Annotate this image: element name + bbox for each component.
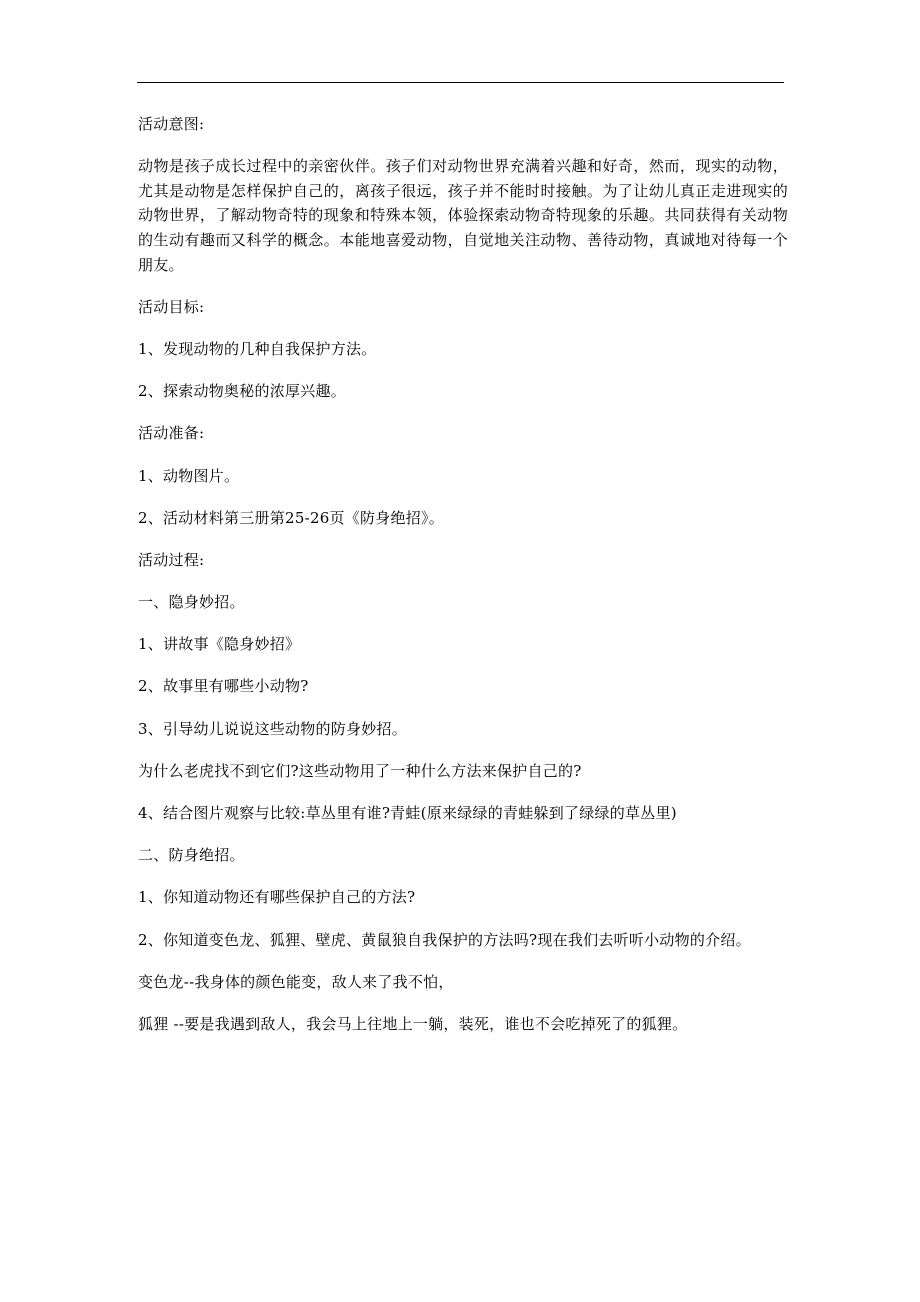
process-section-2-title: 二、防身绝招。 [138,846,245,865]
heading-activity-goals: 活动目标: [138,297,205,316]
process-section-2-step-1: 1、你知道动物还有哪些保护自己的方法? [138,888,416,907]
process-step-1: 1、讲故事《隐身妙招》 [138,635,301,654]
goal-item-2: 2、探索动物奥秘的浓厚兴趣。 [138,382,347,401]
preparation-item-1: 1、动物图片。 [138,466,240,485]
heading-activity-process: 活动过程: [138,550,205,569]
heading-activity-preparation: 活动准备: [138,424,205,443]
process-step-3: 3、引导幼儿说说这些动物的防身妙招。 [138,719,408,738]
heading-activity-intent: 活动意图: [138,115,205,133]
header-rule [137,82,784,83]
process-step-4: 4、结合图片观察与比较:草丛里有谁?青蛙(原来绿绿的青蛙躲到了绿绿的草丛里) [138,804,677,822]
document-body [138,112,788,1054]
process-section-2-step-2: 2、你知道变色龙、狐狸、壁虎、黄鼠狼自我保护的方法吗?现在我们去听听小动物的介绍。 [138,930,751,949]
process-step-2: 2、故事里有哪些小动物? [138,677,309,696]
intent-paragraph: 动物是孩子成长过程中的亲密伙伴。孩子们对动物世界充满着兴趣和好奇，然而，现实的动物，尤其是动物是怎样保护自己的，离孩子很远，孩子并不能时时接触。为了让幼儿真正走进现实的动物世界，了解动物奇特的现象和特殊本领，体验探索动物奇特现象的乐趣。共同获得有关动物的生动有趣而又科学的概念。本能地喜爱动物，自觉地关注动物、善待动物，真诚地对待每一个朋友。 [138,157,788,274]
fox-line: 狐狸 --要是我遇到敌人，我会马上往地上一躺，装死，谁也不会吃掉死了的狐狸。 [138,1014,688,1033]
preparation-item-2: 2、活动材料第三册第25-26页《防身绝招》。 [138,508,445,527]
chameleon-line: 变色龙--我身体的颜色能变，敌人来了我不怕， [138,972,454,991]
process-section-1-title: 一、隐身妙招。 [138,593,245,612]
process-question: 为什么老虎找不到它们?这些动物用了一种什么方法来保护自己的? [138,761,582,780]
goal-item-1: 1、发现动物的几种自我保护方法。 [138,339,377,358]
